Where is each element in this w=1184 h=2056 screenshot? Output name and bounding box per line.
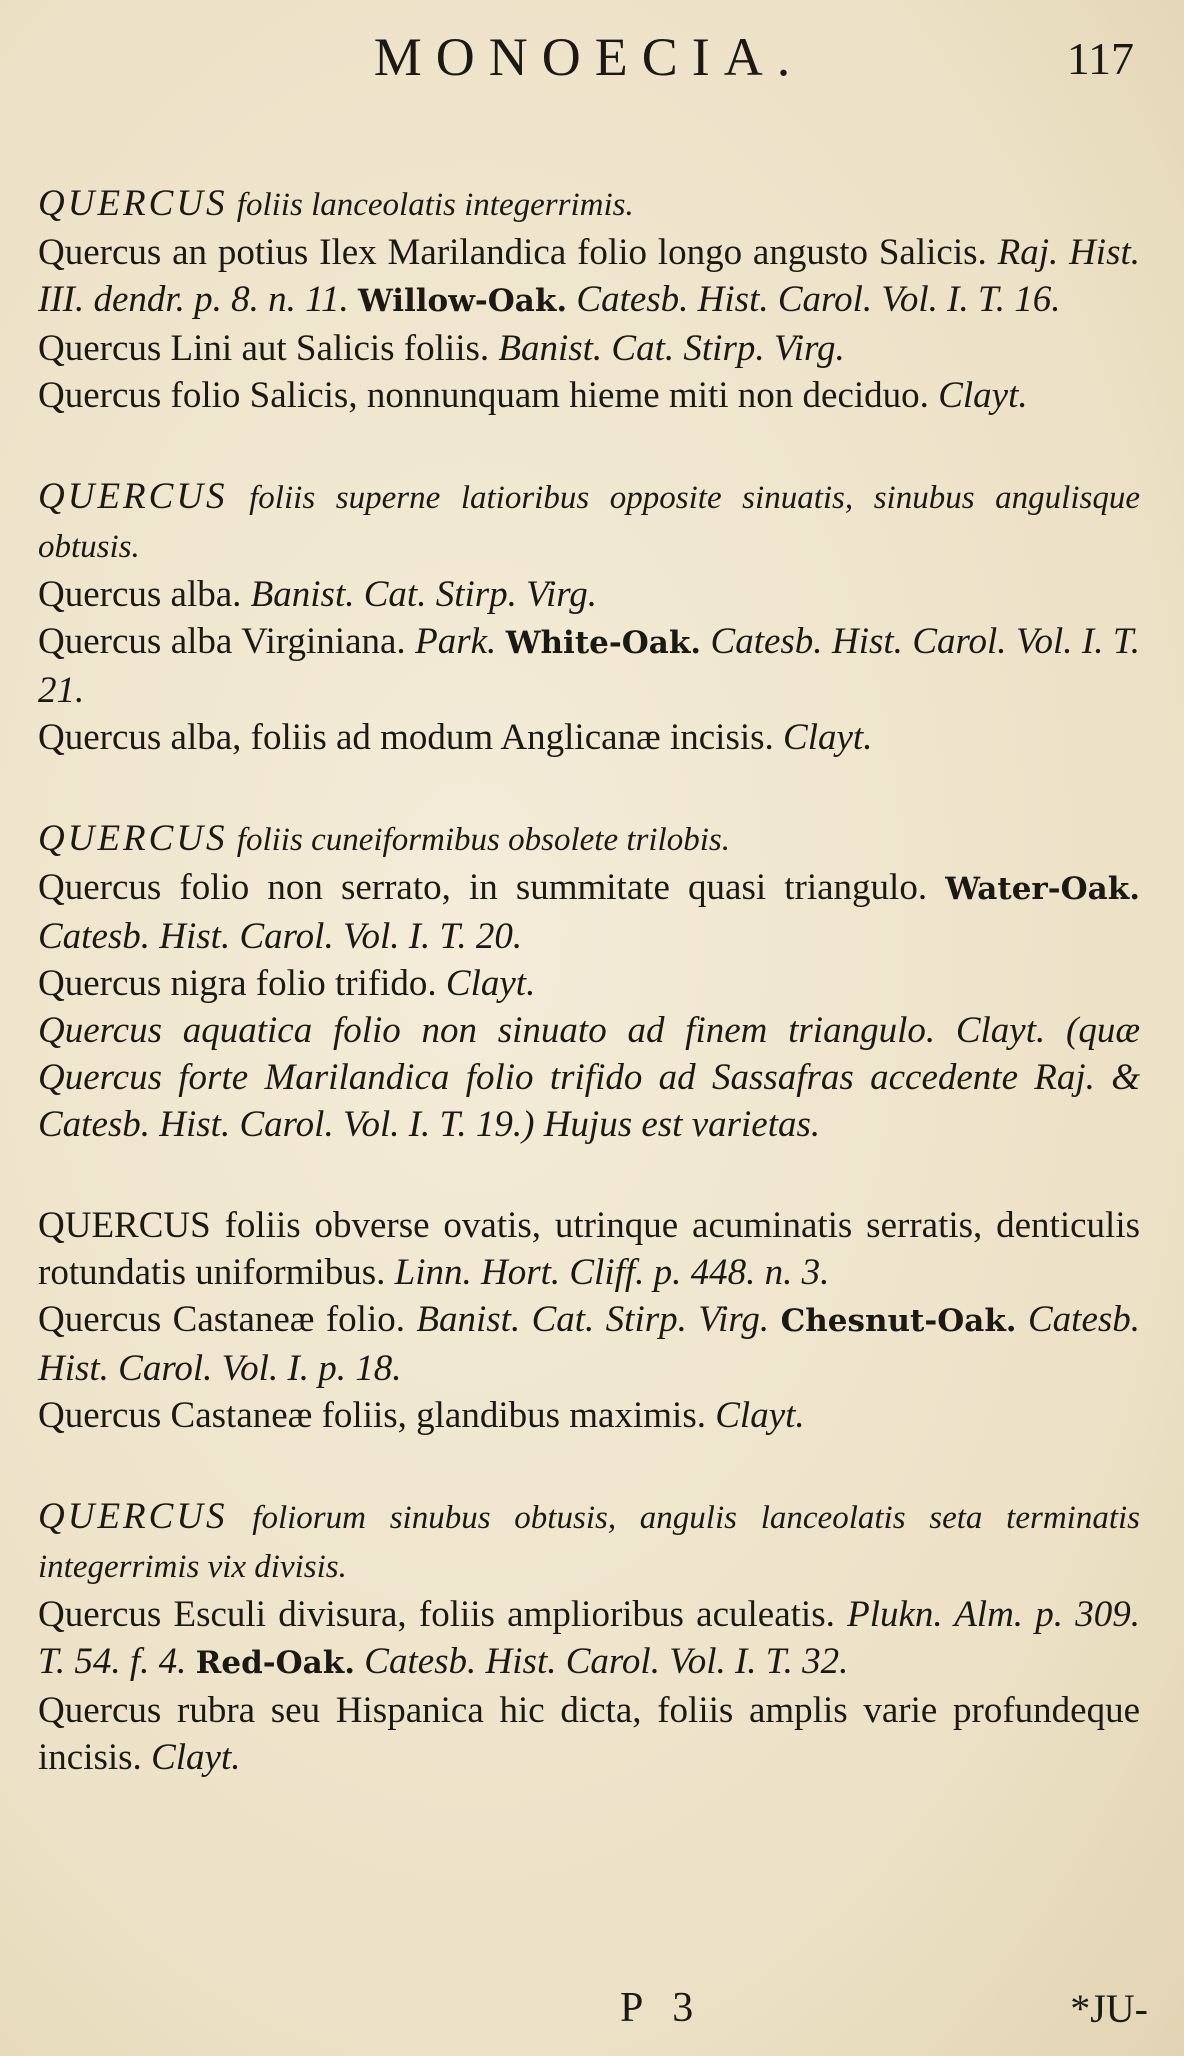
diagnosis-text: foliis cuneiformibus obsolete trilobis.	[236, 822, 730, 858]
species-entry	[38, 815, 1140, 1148]
common-name: Chesnut-Oak.	[780, 1303, 1017, 1339]
page-number: 117	[1066, 33, 1134, 84]
citation: Clayt.	[445, 963, 536, 1004]
page-footer	[0, 1972, 1184, 2032]
synonym	[38, 618, 1140, 714]
diagnosis	[38, 180, 1140, 229]
diagnosis	[38, 1493, 1140, 1591]
synonym-italic: Quercus aquatica folio non sinuato ad finem triangulo. Clayt. (quæ Quercus forte Marilandica folio trifido ad Sassafras accedente Raj. & Catesb. Hist. Carol. Vol. I. T. 19.) Hujus est varietas.	[38, 1010, 1140, 1145]
citation: Catesb. Hist. Carol. Vol. I. T. 21.	[38, 621, 1141, 711]
synonym-name: Quercus Castaneæ folio.	[38, 1299, 405, 1340]
synonym-name: Quercus folio Salicis, nonnunquam hieme miti non deciduo.	[38, 375, 929, 416]
synonym-name: Quercus alba Virginiana.	[38, 621, 406, 662]
synonym	[38, 714, 1140, 761]
synonym-name: Quercus alba.	[38, 574, 242, 615]
page-header	[38, 20, 1140, 90]
synonym	[38, 325, 1140, 372]
running-title: MONOECIA.	[373, 27, 805, 87]
genus-name: QUERCUS	[38, 476, 228, 517]
citation: Banist. Cat. Stirp. Virg.	[416, 1299, 770, 1340]
common-name: Red-Oak.	[195, 1645, 356, 1681]
diagnosis	[38, 473, 1140, 571]
citation: Linn. Hort. Cliff. p. 448. n. 3.	[394, 1252, 830, 1293]
citation: Raj. Hist. III. dendr. p. 8. n. 11.	[38, 232, 1141, 320]
citation: Catesb. Hist. Carol. Vol. I. T. 16.	[576, 279, 1061, 320]
synonym	[38, 864, 1140, 960]
synonym-name: Quercus nigra folio trifido.	[38, 963, 437, 1004]
page-content	[38, 180, 1140, 1781]
citation: Clayt.	[783, 717, 873, 758]
synonym	[38, 960, 1140, 1007]
synonym	[38, 229, 1140, 325]
genus-name: QUERCUS	[38, 1205, 211, 1246]
synonym-name: Quercus alba, foliis ad modum Anglicanæ incisis.	[38, 717, 774, 758]
synonym	[38, 1687, 1140, 1781]
synonym-name: Quercus Castaneæ foliis, glandibus maximis.	[38, 1395, 706, 1436]
diagnosis-text: foliis obverse ovatis, utrinque acuminatis serratis, denticulis rotundatis uniformibus.	[38, 1205, 1140, 1293]
citation: Clayt.	[151, 1737, 241, 1778]
citation: Plukn. Alm. p. 309. T. 54. f. 4.	[38, 1594, 1141, 1682]
catchword: *JU-	[1070, 1986, 1148, 2031]
diagnosis-text: foliorum sinubus obtusis, angulis lanceolatis seta terminatis integerrimis vix divisis.	[38, 1500, 1141, 1585]
citation: Catesb. Hist. Carol. Vol. I. p. 18.	[38, 1299, 1141, 1389]
species-entry	[38, 473, 1140, 761]
species-entry	[38, 1202, 1140, 1439]
citation: Catesb. Hist. Carol. Vol. I. T. 20.	[38, 916, 523, 957]
genus-name: QUERCUS	[38, 183, 228, 224]
synonym	[38, 571, 1140, 618]
synonym-name: Quercus an potius Ilex Marilandica folio longo angusto Salicis.	[38, 232, 987, 273]
synonym	[38, 1591, 1140, 1687]
synonym	[38, 372, 1140, 419]
genus-name: QUERCUS	[38, 1496, 228, 1537]
synonym-name: Quercus Lini aut Salicis foliis.	[38, 328, 490, 369]
signature-mark: P 3	[620, 1985, 704, 2031]
synonym	[38, 1392, 1140, 1439]
diagnosis-text: foliis superne latioribus opposite sinuatis, sinubus angulisque obtusis.	[38, 480, 1140, 565]
synonym	[38, 1296, 1140, 1392]
synonym-name: Quercus Esculi divisura, foliis amplioribus aculeatis.	[38, 1594, 835, 1635]
synonym-name: Quercus folio non serrato, in summitate quasi triangulo.	[38, 867, 928, 908]
genus-name: QUERCUS	[38, 818, 228, 859]
diagnosis	[38, 1202, 1140, 1296]
species-entry	[38, 1493, 1140, 1781]
species-entry	[38, 180, 1140, 419]
common-name: Water-Oak.	[945, 871, 1140, 907]
citation: Clayt.	[938, 375, 1028, 416]
common-name: Willow-Oak.	[357, 283, 568, 319]
diagnosis-text: foliis lanceolatis integerrimis.	[236, 187, 634, 223]
synonym-name: Quercus rubra seu Hispanica hic dicta, foliis amplis varie profundeque incisis.	[38, 1690, 1140, 1778]
citation: Banist. Cat. Stirp. Virg.	[250, 574, 598, 615]
citation: Banist. Cat. Stirp. Virg.	[498, 328, 845, 369]
citation: Catesb. Hist. Carol. Vol. I. T. 32.	[364, 1641, 849, 1682]
citation: Clayt.	[715, 1395, 805, 1436]
diagnosis	[38, 815, 1140, 864]
common-name: White-Oak.	[505, 625, 702, 661]
citation: Park.	[415, 621, 497, 662]
